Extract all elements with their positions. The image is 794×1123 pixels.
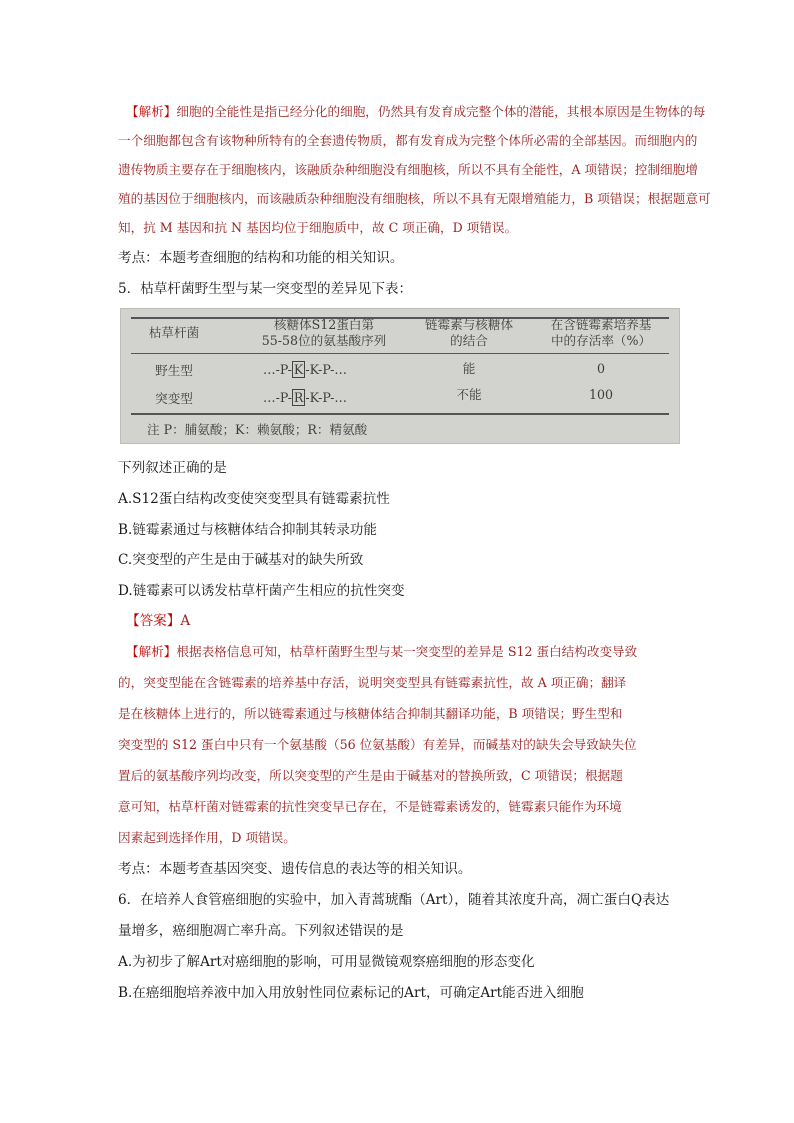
table-bottom-rule (131, 413, 669, 415)
q5-analysis-line: 是在核糖体上进行的，所以链霉素通过与核糖体结合抑制其翻译功能，B 项错误；野生型和 (118, 706, 623, 721)
q5-option-d: D.链霉素可以诱发枯草杆菌产生相应的抗性突变 (118, 583, 405, 599)
table-header-binding: 链霉素与核糖体 的结合 (424, 317, 514, 348)
q5-table-image (120, 308, 680, 444)
q5-analysis-line: 【解析】根据表格信息可知，枯草杆菌野生型与某一突变型的差异是 S12 蛋白结构改变导致 (126, 644, 638, 659)
q5-analysis-line: 意可知，枯草杆菌对链霉素的抗性突变早已存在，不是链霉素诱发的，链霉素只能作为环境 (118, 799, 622, 814)
table-row-binding: 能 (462, 361, 476, 376)
mutation-site-box: R (293, 390, 304, 405)
table-row-sequence: …-P- R -K-P-… (263, 390, 348, 405)
table-row-sequence: …-P- K -K-P-… (263, 362, 347, 377)
table-header-strain: 枯草杆菌 (148, 325, 200, 340)
table-header-survival: 在含链霉素培养基 中的存活率（%） (550, 317, 652, 348)
q5-option-b: B.链霉素通过与核糖体结合抑制其转录功能 (118, 522, 377, 538)
q5-answer: 【答案】A (126, 613, 191, 629)
mutation-site-box: K (293, 362, 304, 377)
q5-option-c: C.突变型的产生是由于碱基对的缺失所致 (118, 552, 364, 568)
table-row-name: 突变型 (155, 391, 193, 406)
analysis-tag: 【解析】 (126, 104, 177, 119)
q4-analysis-line: 知，抗 M 基因和抗 N 基因均位于细胞质中，故 C 项正确，D 项错误。 (118, 220, 518, 235)
q6-stem-line: 量增多，癌细胞凋亡率升高。下列叙述错误的是 (118, 923, 404, 939)
table-row-name: 野生型 (155, 363, 193, 378)
q4-kaodian: 考点：本题考查细胞的结构和功能的相关知识。 (118, 250, 404, 266)
table-row-survival: 100 (588, 387, 614, 402)
q5-analysis-line: 置后的氨基酸序列均改变，所以突变型的产生是由于碱基对的替换所致，C 项错误；根据题 (118, 768, 623, 783)
q5-analysis-line: 因素起到选择作用，D 项错误。 (118, 830, 296, 845)
q4-analysis-line: 殖的基因位于细胞核内，而该融质杂种细胞没有细胞核，所以不具有无限增殖能力，B 项错误；根据题意可 (118, 191, 711, 206)
q4-analysis-line: 一个细胞都包含有该物种所特有的全套遗传物质，都有发育成为完整个体所必需的全部基因。而细胞内的 (118, 133, 698, 148)
table-row-survival: 0 (596, 361, 605, 376)
q5-question: 下列叙述正确的是 (118, 460, 227, 476)
q5-analysis-line: 突变型的 S12 蛋白中只有一个氨基酸（56 位氨基酸）有差异，而碱基对的缺失会导致缺失位 (118, 737, 637, 752)
q6-stem-line: 6．在培养人食管癌细胞的实验中，加入青蒿琥酯（Art），随着其浓度升高，凋亡蛋白Q表达 (118, 892, 670, 908)
table-note: 注 P：脯氨酸；K：赖氨酸；R：精氨酸 (147, 422, 368, 437)
q5-kaodian: 考点：本题考查基因突变、遗传信息的表达等的相关知识。 (118, 861, 472, 877)
q6-option-b: B.在癌细胞培养液中加入用放射性同位素标记的Art，可确定Art能否进入细胞 (118, 985, 584, 1001)
q4-analysis-line: 【解析】细胞的全能性是指已经分化的细胞，仍然具有发育成完整个体的潜能，其根本原因是生物体的每 (126, 104, 706, 119)
q5-stem: 5．枯草杆菌野生型与某一突变型的差异见下表： (118, 281, 413, 297)
q5-analysis-line: 的，突变型能在含链霉素的培养基中存活，说明突变型具有链霉素抗性，故 A 项正确；翻译 (118, 675, 627, 690)
table-header-rule (131, 353, 669, 354)
q5-option-a: A.S12蛋白结构改变使突变型具有链霉素抗性 (118, 491, 390, 507)
q4-analysis-line: 遗传物质主要存在于细胞核内，该融质杂种细胞没有细胞核，所以不具有全能性，A 项错误；控制细胞增 (118, 162, 698, 177)
q6-option-a: A.为初步了解Art对癌细胞的影响，可用显微镜观察癌细胞的形态变化 (118, 954, 535, 970)
table-row-binding: 不能 (456, 387, 482, 402)
table-header-sequence: 核糖体S12蛋白第 55-58位的氨基酸序列 (261, 317, 387, 348)
